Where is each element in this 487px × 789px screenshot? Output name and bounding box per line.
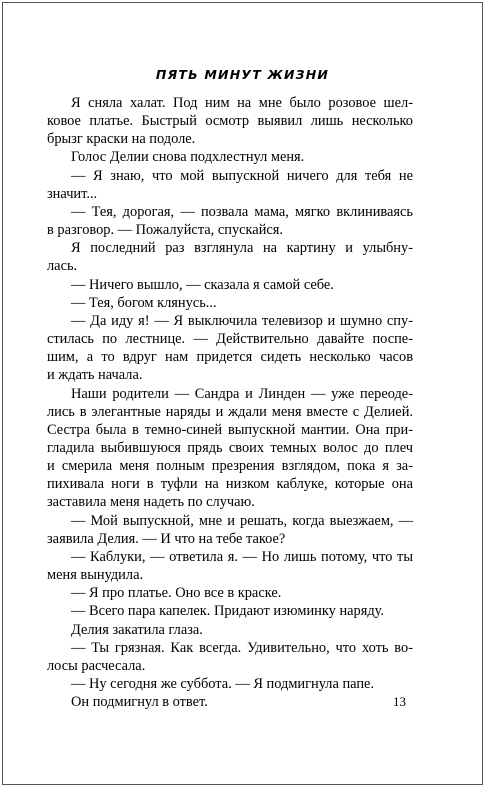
- text-line: Сестра была в темно-синей выпускной мантии. Она при-: [47, 421, 413, 438]
- page-frame: [2, 2, 483, 785]
- text-line: — Я знаю, что мой выпускной ничего для тебя не: [71, 167, 413, 184]
- text-line: — Ты грязная. Как всегда. Удивительно, что хоть во-: [71, 639, 413, 656]
- text-line: стилась по лестнице. — Действительно давайте поспе-: [47, 331, 413, 348]
- text-line: — Ну сегодня же суббота. — Я подмигнула папе.: [71, 676, 375, 692]
- text-line: — Мой выпускной, мне и решать, когда выезжаем, —: [71, 512, 413, 529]
- text-line: — Тея, богом клянусь...: [71, 294, 217, 311]
- text-line: брызг краски на подоле.: [47, 131, 196, 148]
- paragraph: [47, 693, 413, 711]
- text-line: гладила выбившуюся прядь своих темных волос до плеч: [47, 439, 413, 456]
- text-line: — Всего пара капелек. Придают изюминку наряду.: [71, 603, 385, 620]
- paragraph: [47, 584, 413, 602]
- text-line: значит...: [47, 185, 98, 202]
- paragraph: [47, 548, 413, 584]
- text-line: Я последний раз взглянула на картину и улыбну-: [71, 240, 413, 257]
- paragraph: [47, 294, 413, 312]
- text-line: — Да иду я! — Я выключила телевизор и шумно спу-: [71, 312, 413, 329]
- text-line: заявила Делия. — И что на тебе такое?: [47, 530, 286, 547]
- paragraph: [47, 621, 413, 639]
- text-line: и ждать начала.: [47, 367, 143, 384]
- paragraph: [47, 675, 413, 693]
- text-line: лась.: [47, 258, 78, 275]
- paragraph: [47, 312, 413, 385]
- text-line: Голос Делии снова подхлестнул меня.: [71, 149, 305, 166]
- text-line: — Тея, дорогая, — позвала мама, мягко вклиниваясь: [71, 203, 413, 220]
- text-line: Я сняла халат. Под ним на мне было розовое шел-: [71, 95, 413, 111]
- paragraph: [47, 602, 413, 620]
- paragraph: [47, 512, 413, 548]
- text-line: — Ничего вышло, — сказала я самой себе.: [71, 276, 334, 293]
- page-number: 13: [393, 694, 406, 709]
- text-line: Он подмигнул в ответ.: [71, 694, 208, 711]
- text-line: Делия закатила глаза.: [71, 621, 203, 638]
- text-line: шим, а то вдруг нам придется сидеть несколько часов: [47, 349, 413, 366]
- text-line: ковое платье. Быстрый осмотр выявил лишь несколько: [47, 113, 413, 130]
- paragraph: [47, 167, 413, 203]
- paragraph: [47, 148, 413, 166]
- paragraph: [47, 203, 413, 239]
- paragraph: [47, 94, 413, 148]
- body-text: [47, 94, 413, 711]
- paragraph: [47, 385, 413, 512]
- text-line: заставила меня надеть по случаю.: [47, 494, 255, 511]
- text-line: Наши родители — Сандра и Линден — уже переоде-: [71, 385, 413, 402]
- text-line: меня вынудила.: [47, 567, 144, 584]
- paragraph: [47, 276, 413, 294]
- text-line: в разговор. — Пожалуйста, спускайся.: [47, 222, 284, 239]
- text-line: лись в элегантные наряды и ждали меня вместе с Делией.: [47, 403, 413, 420]
- paragraph: [47, 239, 413, 275]
- paragraph: [47, 639, 413, 675]
- text-line: — Я про платье. Оно все в краске.: [71, 585, 282, 602]
- text-line: лосы расчесала.: [47, 657, 146, 674]
- running-head: ПЯТЬ МИНУТ ЖИЗНИ: [155, 67, 330, 82]
- text-line: пихивала ноги в туфли на низком каблуке, которые она: [47, 476, 413, 493]
- text-line: и смерила меня полным презрения взглядом, пока я за-: [47, 458, 413, 475]
- text-line: — Каблуки, — ответила я. — Но лишь потому, что ты: [71, 548, 413, 565]
